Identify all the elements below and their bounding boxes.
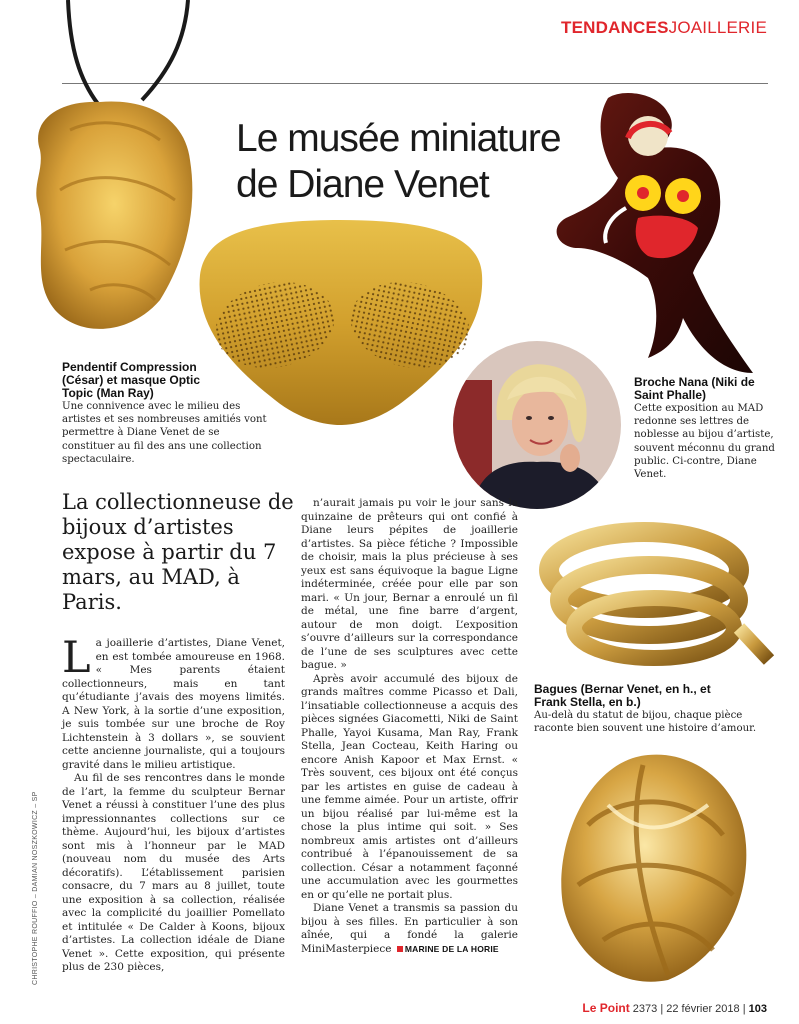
title-line-1: Le musée miniature — [236, 117, 561, 160]
section-rubric — [561, 18, 767, 38]
brooch-nana-image — [548, 88, 763, 380]
caption-pendant-title: Pendentif Compression (César) et masque Optic Topic (Man Ray) — [62, 360, 201, 400]
issue-date: 22 février 2018 — [666, 1003, 740, 1015]
drop-cap: L — [62, 633, 91, 683]
caption-rings-title: Bagues (Bernar Venet, en h., et Frank Stella, en b.) — [534, 682, 711, 709]
rubric-sub: JOAILLERIE — [668, 18, 767, 37]
ring-bernar-venet-image — [524, 510, 774, 680]
caption-pendant — [62, 361, 272, 466]
article-paragraph — [301, 902, 518, 956]
article-title — [236, 116, 576, 208]
magazine-brand: Le Point — [582, 1001, 630, 1015]
ring-frank-stella-image — [548, 745, 758, 990]
portrait-diane-venet-image — [452, 340, 622, 510]
byline-square-icon — [397, 946, 403, 952]
paragraph-text: a joaillerie d’artistes, Diane Venet, en est tombée amoureuse en 1968. « Mes parents étaient collectionneurs, mais en tant qu’étudiante j’avais des moyens limités. A New York, à la sortie d’une exposition, je suis tombée sur une broche de Roy Lichtenstein à 3 dollars », se souvient cette ancienne journaliste, qui a toujours gravité dans le milieu artistique. — [62, 637, 285, 771]
caption-brooch-title: Broche Nana (Niki de Saint Phalle) — [634, 375, 755, 402]
title-line-2: de Diane Venet — [236, 163, 489, 206]
byline-author: MARINE DE LA HORIE — [404, 943, 499, 954]
page-number: 103 — [748, 1003, 767, 1015]
caption-pendant-text: Une connivence avec le milieu des artistes et ses nombreuses amitiés vont permettre à Diane Venet de se constituer au fil des ans une collection spectaculaire. — [62, 401, 267, 465]
byline — [395, 944, 499, 954]
article-lead: La collectionneuse de bijoux d’artistes expose à partir du 7 mars, au MAD, à Paris. — [62, 490, 294, 614]
article-paragraph — [62, 633, 285, 772]
article-paragraph: Après avoir accumulé des bijoux de grands maîtres comme Picasso et Dali, l’insatiable collectionneuse a acquis des pièces signées Giacometti, Niki de Saint Phalle, Yayoi Kusama, Man Ray, Frank Stella, Jean Cocteau, Keith Haring ou encore Anish Kapoor et Max Ernst. « Très souvent, ces bijoux ont été conçus par les artistes en guise de cadeau à une femme aimée. Pour un artiste, offrir un bijou réalisé par lui-même est la chose la plus intime qui soit. » Ses nombreux amis artistes ont d’ailleurs contribué à l’épanouissement de sa collection. César a notamment façonné une accumulation avec les gourmettes en or qu’elle ne portait plus. — [301, 672, 518, 901]
rubric-main: TENDANCES — [561, 18, 669, 37]
article-paragraph: Au fil de ses rencontres dans le monde de l’art, la femme du sculpteur Bernar Venet a réussi à constituer l’une des plus impressionnantes collections sur ce thème. Aujourd’hui, les bijoux d’artistes sont mis à l’honneur par le MAD (nouveau nom du musée des Arts décoratifs). L’établissement parisien consacre, du 7 mars au 8 juillet, toute une exposition à sa collection, réalisée avec la complicité du joaillier Pomellato et intitulée « De Calder à Koons, bijoux d’artistes. La collection idéale de Diane Venet ». Cette exposition, qui présente plus de 230 pièces, — [62, 772, 285, 973]
caption-brooch-text: Cette exposition au MAD redonne ses lettres de noblesse au bijou d’artiste, souvent méconnu du grand public. Ci-contre, Diane Venet. — [634, 403, 775, 481]
pendant-compression-image — [10, 0, 220, 345]
article-paragraph: n’aurait jamais pu voir le jour sans la quinzaine de prêteurs qui ont confié à Diane leurs pépites de joaillerie d’artistes. Sa pièce fétiche ? Impossible de choisir, mais la plus précieuse à ses yeux est sans équivoque la bague Ligne indéterminée, créée pour elle par son mari. « Un jour, Bernar a enroulé un fil de métal, une fine barre d’argent, autour de mon doigt. L’exposition s’ouvre d’ailleurs sur la correspondance de l’une de ses sculptures avec cette bague. » — [301, 497, 518, 671]
photo-credit: CHRISTOPHE ROUFFIO – DAMIAN NOSZKOWICZ – SP — [32, 791, 39, 985]
caption-rings — [534, 683, 779, 735]
article-column-2 — [301, 497, 518, 956]
caption-brooch — [634, 376, 779, 481]
article-column-1 — [62, 633, 285, 975]
page-folio: Le Point 2373 | 22 février 2018 | 103 — [582, 1001, 767, 1015]
paragraph-text: Diane Venet a transmis sa passion du bijou à ses filles. En particulier à son aînée, qui a fondé la galerie MiniMasterpiece — [301, 902, 518, 955]
issue-number: 2373 — [632, 1003, 658, 1015]
caption-rings-text: Au-delà du statut de bijou, chaque pièce raconte bien souvent une histoire d’amour. — [534, 710, 757, 735]
